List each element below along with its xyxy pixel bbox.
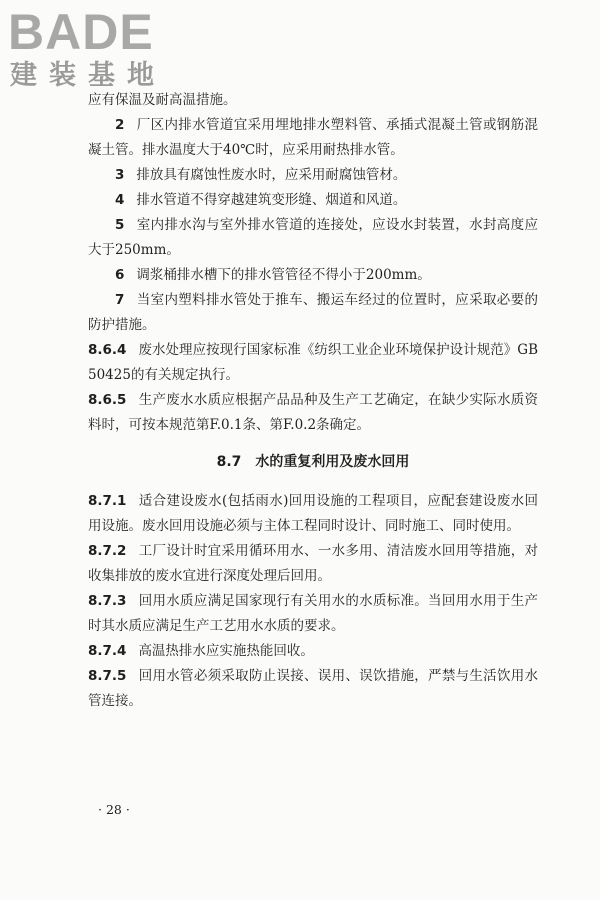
list-item: 3 排放具有腐蚀性废水时，应采用耐腐蚀管材。 (115, 167, 407, 183)
watermark-logo (8, 4, 183, 94)
list-item: 4 排水管道不得穿越建筑变形缝、烟道和风道。 (115, 192, 407, 208)
document-body (88, 88, 538, 714)
logo-chinese: 建装基地 (10, 60, 166, 91)
list-item: 2 厂区内排水管道宜采用埋地排水塑料管、承插式混凝土管或钢筋混凝土管。排水温度大于40℃时，应采用耐热排水管。 (88, 117, 538, 158)
clause: 8.6.5 生产废水水质应根据产品品种及生产工艺确定，在缺少实际水质资料时，可按本规范第F.0.1条、第F.0.2条确定。 (88, 392, 538, 433)
list-item: 5 室内排水沟与室外排水管道的连接处，应设水封装置，水封高度应大于250mm。 (88, 217, 538, 258)
clause: 8.7.2 工厂设计时宜采用循环用水、一水多用、清洁废水回用等措施，对收集排放的废水宜进行深度处理后回用。 (88, 543, 538, 584)
logo-brand: BADE (8, 4, 154, 60)
clause: 8.7.1 适合建设废水(包括雨水)回用设施的工程项目，应配套建设废水回用设施。废水回用设施必须与主体工程同时设计、同时施工、同时使用。 (88, 493, 538, 534)
clause: 8.7.5 回用水管必须采取防止误接、误用、误饮措施，严禁与生活饮用水管连接。 (88, 668, 538, 709)
clause: 8.7.3 回用水质应满足国家现行有关用水的水质标准。当回用水用于生产时其水质应满足生产工艺用水水质的要求。 (88, 593, 538, 634)
continued-text: 应有保温及耐高温措施。 (88, 92, 237, 108)
clause: 8.7.4 高温热排水应实施热能回收。 (88, 643, 314, 659)
section-heading: 8.7 水的重复利用及废水回用 (216, 454, 410, 470)
list-item: 7 当室内塑料排水管处于推车、搬运车经过的位置时，应采取必要的防护措施。 (88, 292, 538, 333)
page-number: · 28 · (98, 802, 130, 817)
list-item: 6 调浆桶排水槽下的排水管管径不得小于200mm。 (115, 267, 431, 283)
clause: 8.6.4 废水处理应按现行国家标准《纺织工业企业环境保护设计规范》GB 50425的有关规定执行。 (88, 342, 538, 383)
